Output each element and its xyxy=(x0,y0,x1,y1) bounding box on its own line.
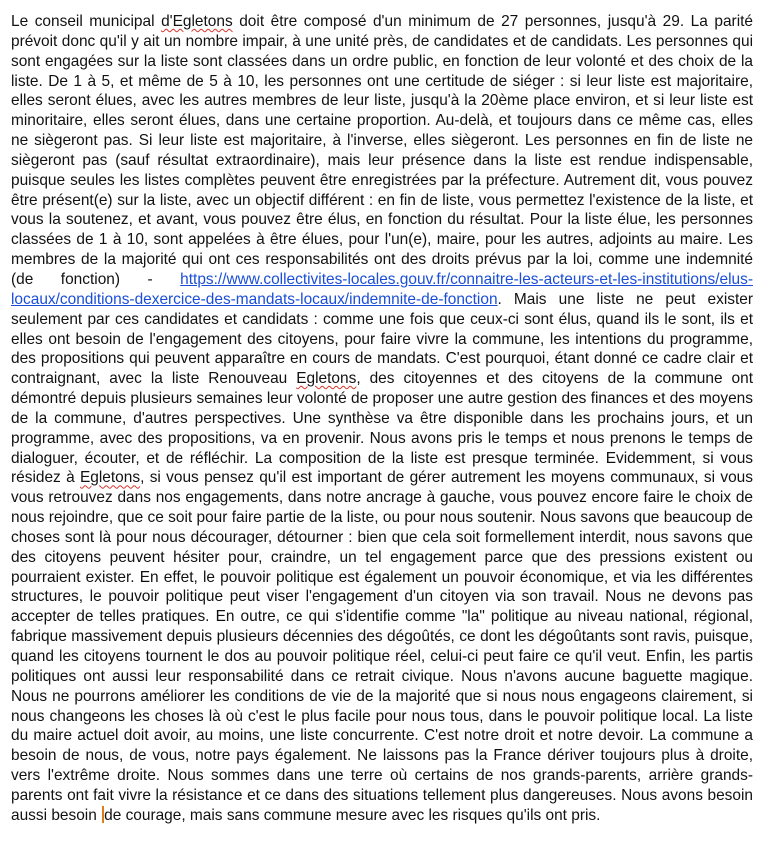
indemnite-link[interactable]: https://www.collectivites-locales.gouv.fr/connaitre-les-acteurs-et-les-institutions/elus-locaux/conditions-dexercice-des-mandats-locaux/indemnite-de-fonction xyxy=(11,270,753,308)
spellcheck-flagged-word[interactable]: d'Egletons xyxy=(161,13,233,30)
text-run: . Mais une liste ne peut exister seulement par ces candidates et candidats : comme une fois que ceux-ci sont élus, quand ils le sont, ils et elles ont besoin de l'engagement des citoyens, pour faire vivre la commune, les intentions du programme, des propositions qui peuvent apparaître en cours de mandats. C'est pourquoi, étant donné ce cadre clair et contraignant, avec la liste Renouveau xyxy=(11,290,753,388)
text-run: , si vous pensez qu'il est important de gérer autrement les moyens communaux, si vous vous retrouvez dans nos engagements, dans notre ancrage à gauche, vous pouvez encore faire le choix de nous rejoindre, que ce soit pour faire partie de la liste, ou pour nous soutenir. Nous savons que beaucoup de choses sont là pour nous décourager, détourner : bien que cela soit formellement interdit, nous savons que des citoyens peuvent hésiter pour, craindre, un tel engagement parce que des pressions existent ou pourraient exister. En effet, le pouvoir politique est également un pouvoir économique, et via les différentes structures, le pouvoir politique peut viser l'engagement d'un citoyen via son travail. Nous ne devons pas accepter de telles pratiques. En outre, ce qui s'identifie comme "la" politique au niveau national, régional, fabrique massivement depuis plusieurs décennies des dégoûtés, ce dont les dégoûtants sont ravis, puisque, quand les citoyens tournent le dos au pouvoir politique réel, celui-ci peut faire ce qu'il veut. Enfin, les partis politiques ont aussi leur responsabilité dans ce retrait civique. Nous n'avons aucune baguette magique. Nous ne pourrons améliorer les conditions de vie de la majorité que si nous nous engageons clairement, si nous changeons les choses là où c'est le plus facile pour nous tous, dans le pouvoir politique local. La liste du maire actuel doit avoir, au moins, une liste concurrente. C'est notre droit et notre devoir. La commune a besoin de nous, de vous, notre pays également. Ne laissons pas la France dériver toujours plus à droite, vers l'extrême droite. Nous sommes dans une terre où certains de nos grands-parents, arrière grands-parents ont fait vivre la résistance et ce dans des situations tellement plus dangereuses. Nous avons besoin aussi besoin xyxy=(11,469,753,824)
spellcheck-flagged-word[interactable]: Egletons xyxy=(296,370,357,388)
document-body[interactable] xyxy=(11,12,753,826)
text-run: , des citoyennes et des citoyens de la commune ont démontré depuis plusieurs semaines leur volonté de proposer une autre gestion des finances et des moyens de la commune, d'autres perspectives. Une synthèse va être disponible dans les prochains jours, et un programme, avec des propositions, va en provenir. Nous avons pris le temps et nous prenons le temps de dialoguer, écouter, et de réfléchir. La composition de la liste est presque terminée. Evidemment, si vous résidez à xyxy=(11,370,753,487)
text-run: Le conseil municipal xyxy=(11,13,162,30)
text-run: doit être composé d'un minimum de 27 personnes, jusqu'à 29. La parité prévoit donc qu'il y ait un nombre impair, à une unité près, de candidates et de candidats. Les personnes qui sont engagées sur la liste sont classées dans un ordre public, en fonction de leur volonté et des choix de la liste. De 1 à 5, et même de 5 à 10, les personnes ont une certitude de siéger : si leur liste est majoritaire, elles seront élues, avec les autres membres de leur liste, jusqu'à la 20ème place environ, et si leur liste est minoritaire, elles seront élues, dans une certaine proportion. Au-delà, et toujours dans ce même cas, elles ne siègeront pas. Si leur liste est majoritaire, à l'inverse, elles siègeront. Les personnes en fin de liste ne siègeront pas (sauf résultat extraordinaire), mais leur présence dans la liste est rendue indispensable, puisque seules les listes complètes peuvent être enregistrées par la préfecture. Autrement dit, vous pouvez être présent(e) sur la liste, avec un objectif différent : en fin de liste, vous permettez l'existence de la liste, et vous la soutenez, et avant, vous pouvez être élus, en fonction du résultat. Pour la liste élue, les personnes classées de 1 à 10, sont appelées à être élues, pour l'un(e), maire, pour les autres, adjoints au maire. Les membres de la majorité qui ont ces responsabilités ont des droits prévus par la loi, comme une indemnité (de fonction) - xyxy=(11,13,753,288)
text-run: de courage, mais sans commune mesure avec les risques qu'ils ont pris. xyxy=(104,806,601,824)
spellcheck-flagged-word[interactable]: Egletons xyxy=(80,469,141,487)
paragraph xyxy=(11,12,753,826)
